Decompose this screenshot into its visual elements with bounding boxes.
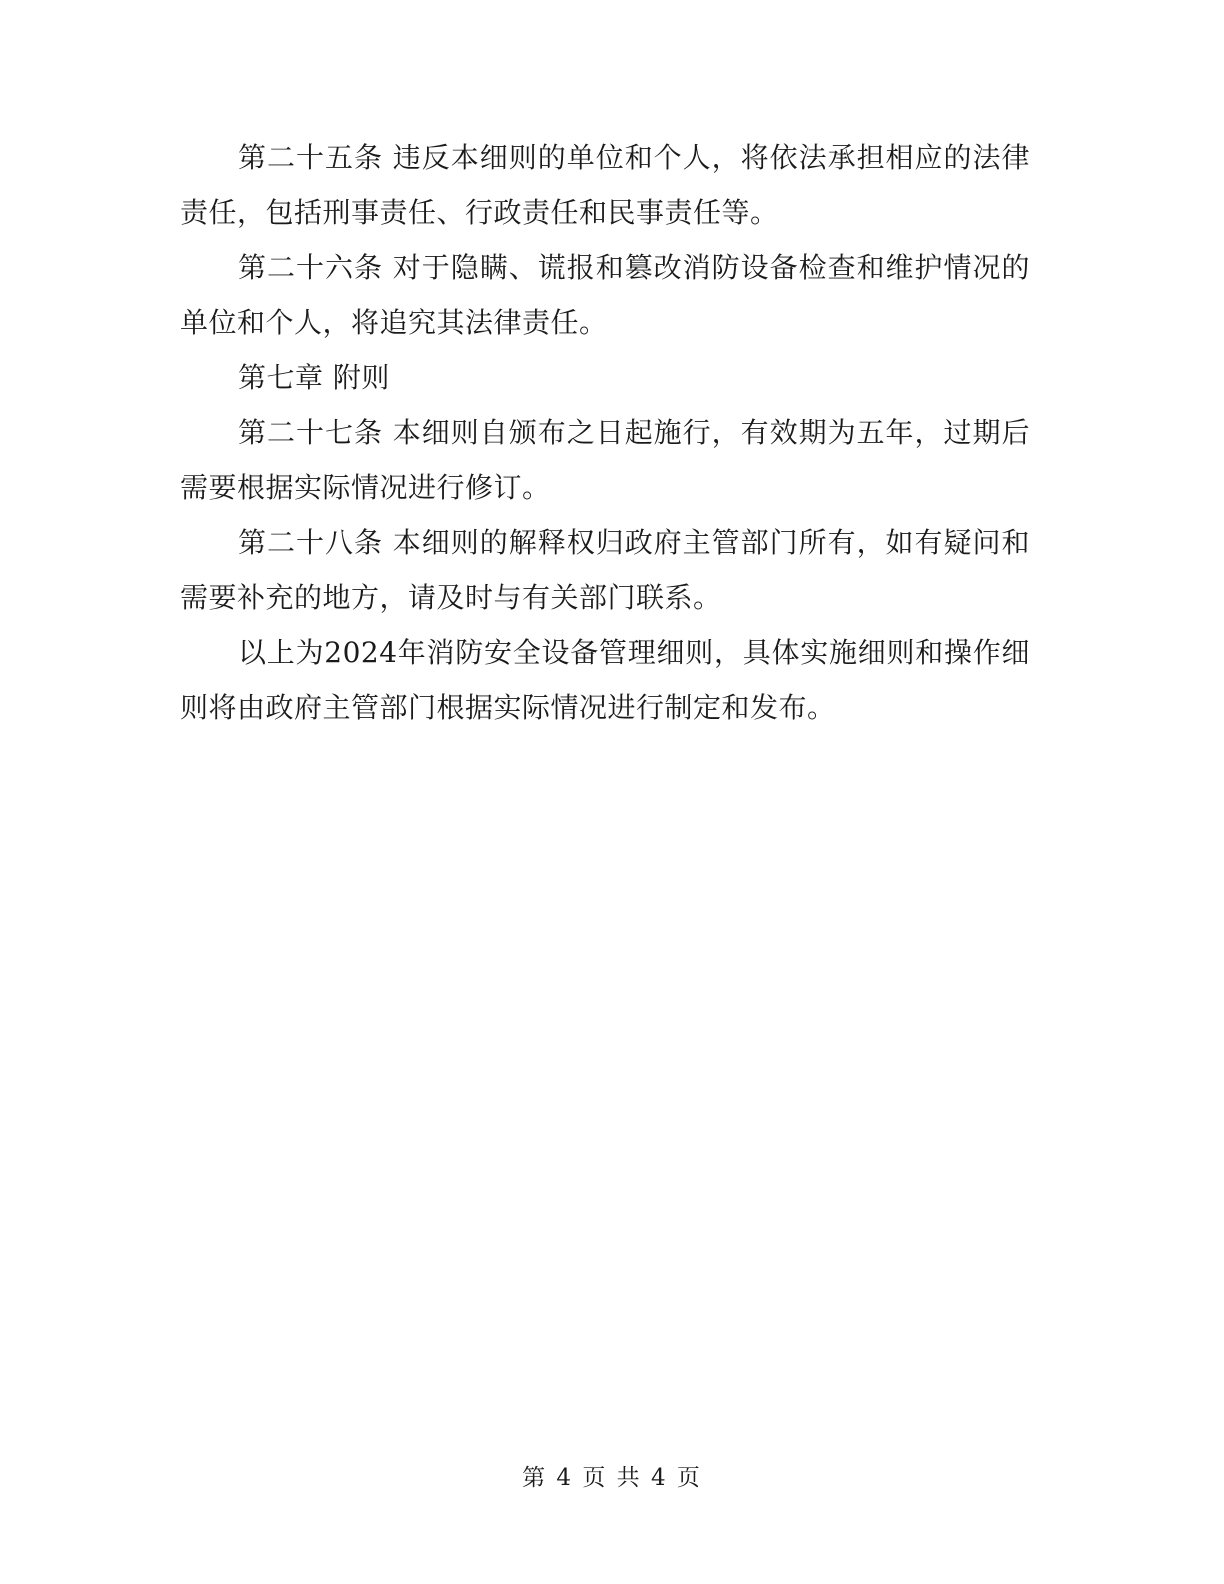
- closing-paragraph: 以上为2024年消防安全设备管理细则，具体实施细则和操作细则将由政府主管部门根据实际情况进行制定和发布。: [180, 636, 1030, 724]
- article-25: 第二十五条 违反本细则的单位和个人，将依法承担相应的法律责任，包括刑事责任、行政责任和民事责任等。: [180, 141, 1030, 229]
- document-body: [180, 130, 1030, 735]
- article-27: 第二十七条 本细则自颁布之日起施行，有效期为五年，过期后需要根据实际情况进行修订。: [180, 416, 1030, 504]
- chapter-heading: 第七章 附则: [238, 361, 390, 394]
- article-26: 第二十六条 对于隐瞒、谎报和篡改消防设备检查和维护情况的单位和个人，将追究其法律责任。: [180, 251, 1030, 339]
- page-footer: 第 4 页 共 4 页: [522, 1465, 702, 1491]
- article-28: 第二十八条 本细则的解释权归政府主管部门所有，如有疑问和需要补充的地方，请及时与有关部门联系。: [180, 526, 1030, 614]
